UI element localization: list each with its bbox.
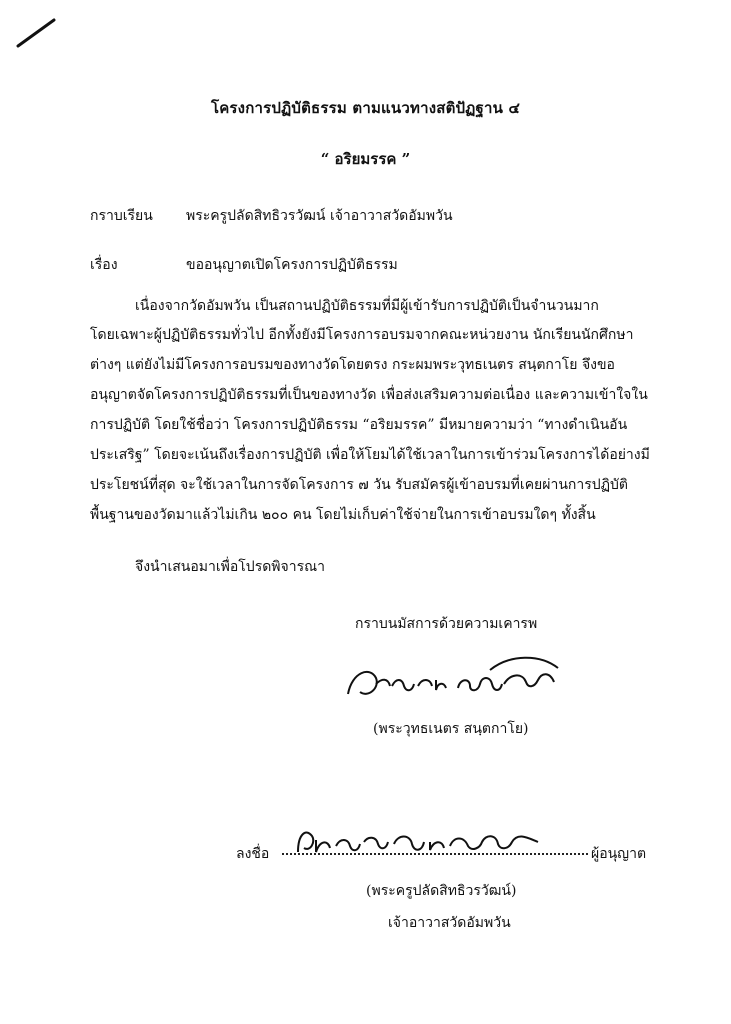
approver-name: (พระครูปลัดสิทธิวรวัฒน์) <box>366 883 517 899</box>
subject-label: เรื่อง <box>90 257 118 273</box>
salutation: กราบนมัสการด้วยความเคารพ <box>355 616 538 632</box>
approver-signature <box>292 818 542 858</box>
body-line: ต่างๆ แต่ยังไม่มีโครงการอบรมของทางวัดโดยตรง กระผมพระวุทธเนตร สนฺตกาโย จึงขอ <box>90 357 615 373</box>
pen-stroke-mark <box>14 16 58 50</box>
document-subtitle: “ อริยมรรค ” <box>320 150 411 168</box>
requester-signature <box>340 648 570 708</box>
subject-value: ขออนุญาตเปิดโครงการปฏิบัติธรรม <box>186 257 398 273</box>
body-line: พื้นฐานของวัดมาแล้วไม่เกิน ๒๐๐ คน โดยไม่เก็บค่าใช้จ่ายในการเข้าอบรมใดๆ ทั้งสิ้น <box>90 507 596 523</box>
recipient-row <box>90 205 650 225</box>
requester-name: (พระวุทธเนตร สนฺตกาโย) <box>373 721 529 737</box>
document-title: โครงการปฏิบัติธรรม ตามแนวทางสติปัฏฐาน ๔ <box>210 99 521 117</box>
approval-sign-label: ลงชื่อ <box>236 846 270 862</box>
body-line: ประเสริฐ” โดยจะเน้นถึงเรื่องการปฏิบัติ เพื่อให้โยมได้ใช้เวลาในการเข้าร่วมโครงการได้อย่างมี <box>90 447 650 463</box>
recipient-value: พระครูปลัดสิทธิวรวัฒน์ เจ้าอาวาสวัดอัมพวัน <box>186 208 453 224</box>
body-line: โดยเฉพาะผู้ปฏิบัติธรรมทั่วไป อีกทั้งยังมีโครงการอบรมจากคณะหน่วยงาน นักเรียนนักศึกษา <box>90 327 634 343</box>
recipient-label: กราบเรียน <box>90 208 153 224</box>
body-line: เนื่องจากวัดอัมพวัน เป็นสถานปฏิบัติธรรมที่มีผู้เข้ารับการปฏิบัติเป็นจำนวนมาก <box>135 298 599 314</box>
body-line: อนุญาตจัดโครงการปฏิบัติธรรมที่เป็นของทางวัด เพื่อส่งเสริมความต่อเนื่อง และความเข้าใจใน <box>90 387 648 403</box>
subject-row <box>90 254 650 274</box>
body-line: การปฏิบัติ โดยใช้ชื่อว่า โครงการปฏิบัติธรรม “อริยมรรค” มีหมายความว่า “ทางดำเนินอัน <box>90 417 628 433</box>
closing-request: จึงนำเสนอมาเพื่อโปรดพิจารณา <box>135 559 325 575</box>
approval-role-label: ผู้อนุญาต <box>591 846 647 862</box>
approver-position: เจ้าอาวาสวัดอัมพวัน <box>388 915 511 931</box>
body-line: ประโยชน์ที่สุด จะใช้เวลาในการจัดโครงการ ๗ วัน รับสมัครผู้เข้าอบรมที่เคยผ่านการปฏิบัติ <box>90 477 629 493</box>
